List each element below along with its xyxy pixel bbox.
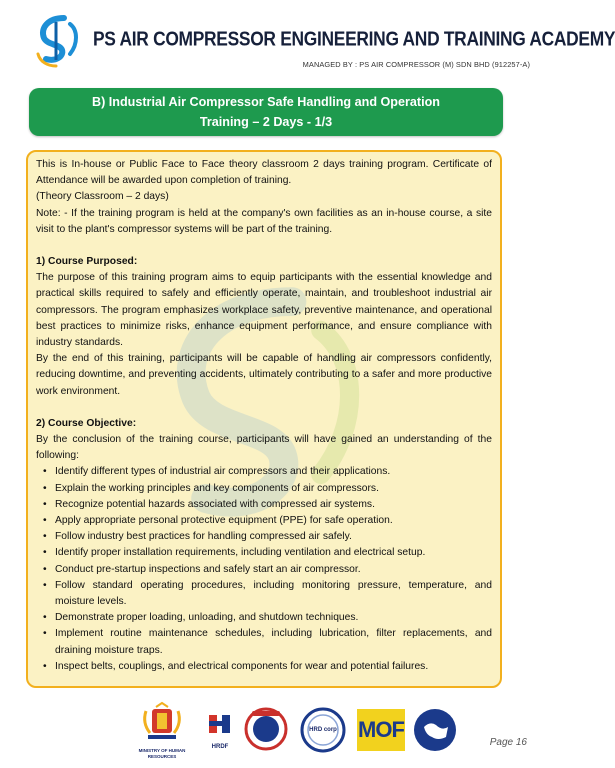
list-item: • Conduct pre-startup inspections and safely start an air compressor.: [55, 562, 492, 578]
page-header: [0, 0, 615, 80]
globe-certification-logo: [412, 707, 458, 753]
ministry-logo: [130, 703, 194, 761]
hrd-corp-badge-logo: [244, 707, 288, 751]
section-1-heading: 1) Course Purposed:: [36, 256, 138, 268]
list-item: • Demonstrate proper loading, unloading, and shutdown techniques.: [55, 610, 492, 626]
title-line-2: Training – 2 Days - 1/3: [199, 115, 333, 129]
list-item: • Implement routine maintenance schedules, including lubrication, filter replacements, and draining moisture traps.: [55, 626, 492, 658]
hrdf-emblem-icon: [205, 709, 235, 739]
page-footer: [0, 695, 542, 768]
company-logo-icon: [34, 14, 84, 68]
section-1-paragraph-2: By the end of this training, participants will be capable of handling air compressors confidently, reducing downtime, and preventing accidents, ultimately contributing to a safer and more productive work environment.: [36, 353, 492, 397]
list-item: • Follow industry best practices for handling compressed air safely.: [55, 529, 492, 545]
hrdf-logo: [205, 709, 235, 759]
title-line-1: B) Industrial Air Compressor Safe Handling and Operation: [91, 95, 440, 109]
page-number: Page 16: [489, 737, 527, 748]
hrdf-label: HRDF: [211, 744, 229, 750]
mof-label: MOF: [358, 717, 404, 742]
list-item: • Inspect belts, couplings, and electrical components for wear and potential failures.: [55, 659, 492, 675]
intro-paragraph: This is In-house or Public Face to Face theory classroom 2 days training program. Certificate of Attendance will be awarded upon completion of training.: [36, 159, 492, 187]
list-item: • Identify proper installation requirements, including ventilation and electrical setup.: [55, 545, 492, 561]
intro-duration: (Theory Classroom – 2 days): [36, 191, 169, 203]
page-title: [29, 88, 503, 136]
section-1-paragraph-1: The purpose of this training program aims to equip participants with the essential knowledge and practical skills required to safely and efficiently operate, maintain, and troubleshoot industrial air compressors. The program emphasizes workplace safety, preventive maintenance, and operational best practices to minimize risks, enhance equipment performance, and ensure compliance with industry standards.: [36, 272, 492, 349]
content-panel: [26, 150, 502, 688]
intro-note: Note: - If the training program is held at the company's own facilities as an in-house course, a site visit to the plant's compressor systems will be part of the training.: [36, 207, 492, 235]
list-item: • Explain the working principles and key components of air compressors.: [55, 481, 492, 497]
list-item: • Recognize potential hazards associated with compressed air systems.: [55, 497, 492, 513]
section-2-intro: By the conclusion of the training course, participants will have gained an understanding of the following:: [36, 434, 492, 462]
globe-icon: [412, 707, 458, 753]
section-2-heading: 2) Course Objective:: [36, 417, 137, 429]
content-body: [28, 152, 500, 675]
objectives-list: [36, 464, 492, 675]
academy-name: PS AIR COMPRESSOR ENGINEERING AND TRAINING ACADEMY: [93, 27, 615, 50]
ministry-crest-icon: [130, 703, 194, 743]
hrd-corp-claimable-logo: [300, 707, 346, 753]
list-item: • Identify different types of industrial air compressors and their applications.: [55, 464, 492, 480]
managed-by-text: MANAGED BY : PS AIR COMPRESSOR (M) SDN BHD (912257-A): [302, 60, 530, 69]
mof-logo: [357, 709, 405, 751]
ministry-label: MINISTRY OF HUMAN RESOURCES: [138, 748, 186, 759]
hrd-corp-badge-icon: [244, 707, 288, 751]
hrd-corp-label: HRD corp: [309, 727, 337, 733]
list-item: • Apply appropriate personal protective equipment (PPE) for safe operation.: [55, 513, 492, 529]
list-item: • Follow standard operating procedures, including monitoring pressure, temperature, and moisture levels.: [55, 578, 492, 610]
